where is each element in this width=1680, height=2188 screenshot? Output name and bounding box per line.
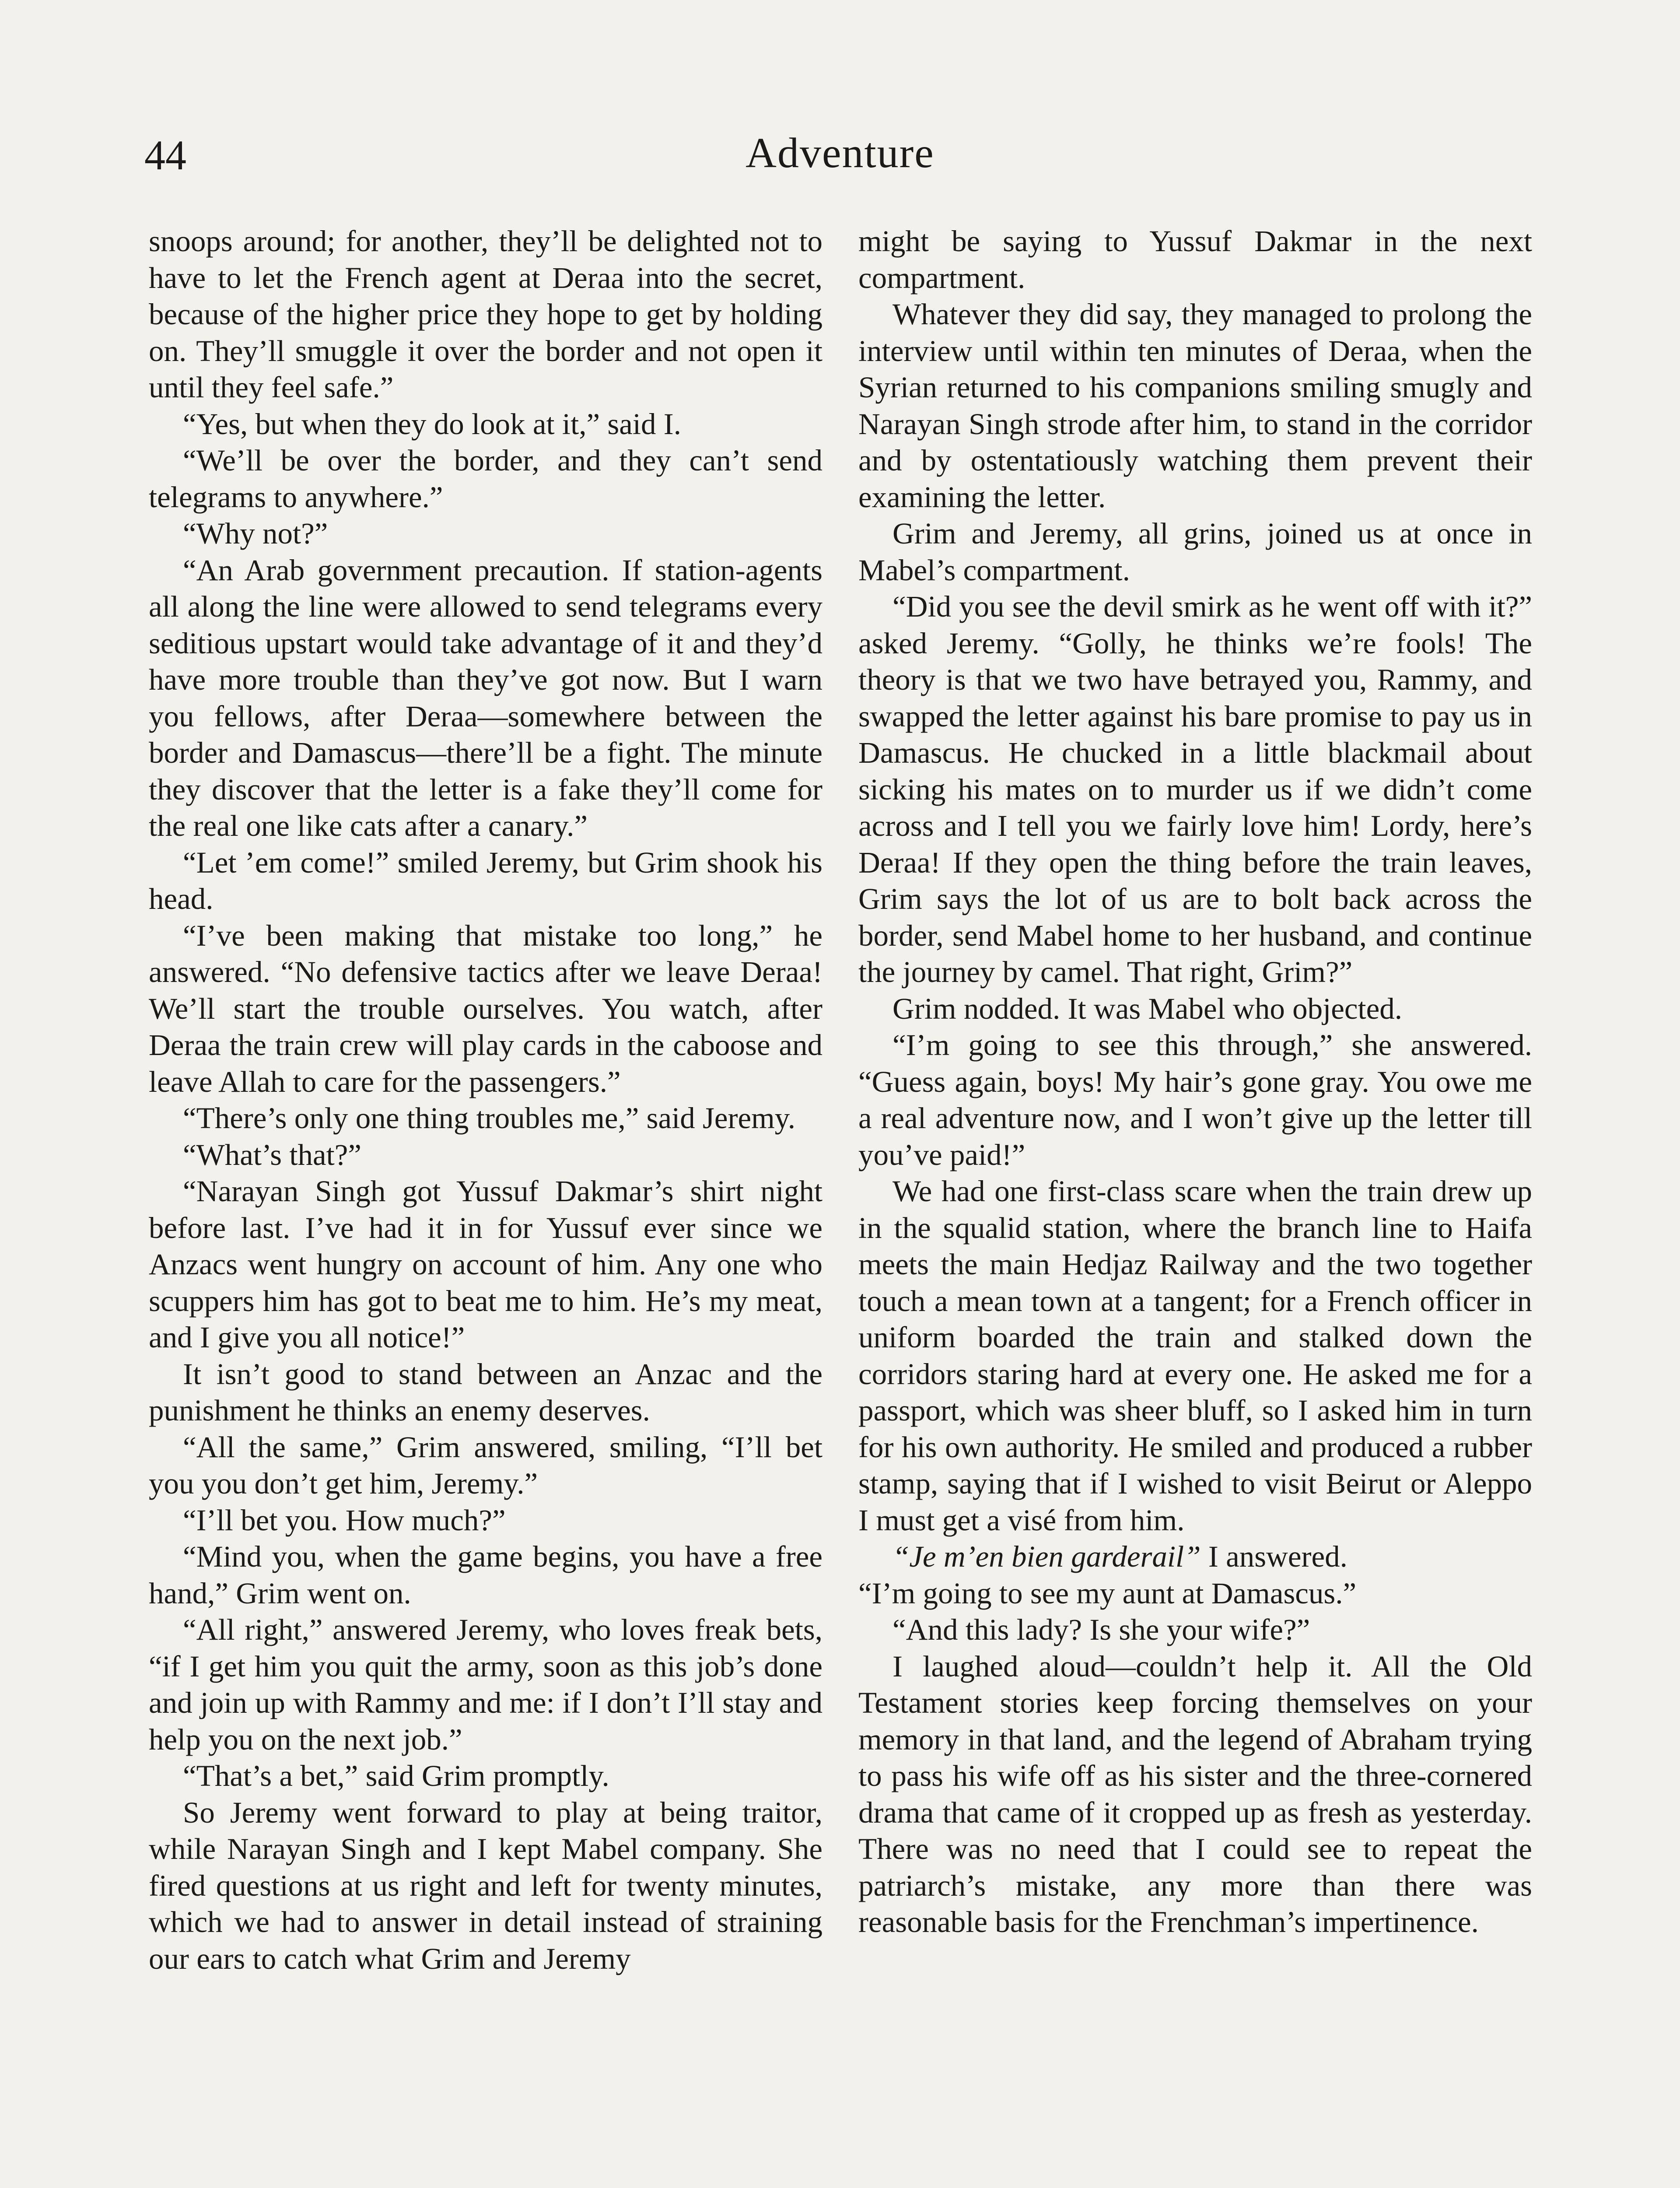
paragraph: “Narayan Singh got Yussuf Dakmar’s shirt night before last. I’ve had it in for Yussuf ever since we Anzacs went hungry on account of him. Any one who scuppers him has got to beat me to him. He’s my meat, and I give you all notice!” (149, 1175, 822, 1354)
paragraph: “I’m going to see this through,” she answered. “Guess again, boys! My hair’s gone gray. You owe me a real adventure now, and I won’t give up the letter till you’ve paid!” (858, 1028, 1532, 1171)
paragraph: “There’s only one thing troubles me,” said Jeremy. (183, 1101, 796, 1135)
paragraph (858, 1539, 1532, 1575)
paragraph: “What’s that?” (183, 1138, 362, 1171)
paragraph: It isn’t good to stand between an Anzac and the punishment he thinks an enemy deserves. (149, 1357, 822, 1427)
french-phrase: “Je m’en bien garderail” (892, 1540, 1201, 1573)
paragraph: “Yes, but when they do look at it,” said I. (183, 407, 682, 441)
running-title: Adventure (746, 130, 934, 177)
page-header (0, 0, 1680, 206)
paragraph: I laughed aloud—couldn’t help it. All the Old Testament stories keep forcing themselves on your memory in that land, and the legend of Abraham trying to pass his wife off as his sister and the three-cornered drama that came of it cropped up as fresh as yesterday. There was no need that I could see to repeat the patriarch’s mistake, any more than there was reasonable basis for the Frenchman’s impertinence. (858, 1649, 1532, 1939)
paragraph: “And this lady? Is she your wife?” (892, 1613, 1310, 1646)
paragraph: “I’ve been making that mistake too long,” he answered. “No defensive tactics after we leave Deraa! We’ll start the trouble ourselves. You watch, after Deraa the train crew will play cards in the caboose and leave Allah to care for the passengers.” (149, 919, 822, 1098)
french-reply-rest: I answered. (1200, 1540, 1348, 1573)
paragraph: “Mind you, when the game begins, you have a free hand,” Grim went on. (149, 1540, 822, 1610)
paragraph: Grim nodded. It was Mabel who objected. (892, 992, 1403, 1025)
paragraph: “Let ’em come!” smiled Jeremy, but Grim shook his head. (149, 845, 822, 915)
paragraph: “We’ll be over the border, and they can’t send telegrams to anywhere.” (149, 444, 822, 514)
paragraph: So Jeremy went forward to play at being traitor, while Narayan Singh and I kept Mabel company. She fired questions at us right and left for twenty minutes, which we had to answer in detail instead of straining our ears to catch what Grim and Jeremy (149, 1795, 822, 1975)
paragraph: “All right,” answered Jeremy, who loves freak bets, “if I get him you quit the army, soon as this job’s done and join up with Rammy and me: if I don’t I’ll stay and help you on the next job.” (149, 1613, 822, 1756)
page-number: 44 (144, 132, 186, 179)
paragraph: might be saying to Yussuf Dakmar in the next compartment. (858, 224, 1532, 295)
paragraph: We had one first-class scare when the train drew up in the squalid station, where the branch line to Haifa meets the main Hedjaz Railway and the two together touch a mean town at a tangent; for a French officer in uniform boarded the train and stalked down the corridors staring hard at every one. He asked me for a passport, which was sheer bluff, so I asked him in turn for his own authority. He smiled and produced a rubber stamp, saying that if I wished to visit Beirut or Aleppo I must get a visé from him. (858, 1175, 1532, 1537)
left-column (149, 223, 822, 1977)
paragraph: “Why not?” (183, 517, 328, 550)
paragraph: Grim and Jeremy, all grins, joined us at once in Mabel’s compartment. (858, 517, 1532, 587)
paragraph: Whatever they did say, they managed to prolong the interview until within ten minutes of Deraa, when the Syrian returned to his companions smiling smugly and Narayan Singh strode after him, to stand in the corridor and by ostentatiously watching them prevent their examining the letter. (858, 298, 1532, 514)
paragraph: “An Arab government precaution. If station-agents all along the line were allowed to send telegrams every seditious upstart would take advantage of it and they’d have more trouble than they’ve got now. But I warn you fellows, after Deraa—somewhere between the border and Damascus—there’ll be a fight. The minute they discover that the letter is a fake they’ll come for the real one like cats after a canary.” (149, 553, 822, 842)
paragraph: “All the same,” Grim answered, smiling, “I’ll bet you you don’t get him, Jeremy.” (149, 1430, 822, 1500)
paragraph: “That’s a bet,” said Grim promptly. (183, 1759, 609, 1792)
right-column (858, 223, 1532, 1941)
paragraph: “I’m going to see my aunt at Damascus.” (858, 1576, 1357, 1610)
paragraph: “I’ll bet you. How much?” (183, 1503, 506, 1537)
paragraph: snoops around; for another, they’ll be delighted not to have to let the French agent at Deraa into the secret, because of the higher price they hope to get by holding on. They’ll smuggle it over the border and not open it until they feel safe.” (149, 224, 822, 404)
paragraph: “Did you see the devil smirk as he went off with it?” asked Jeremy. “Golly, he thinks we’re fools! The theory is that we two have betrayed you, Rammy, and swapped the letter against his bare promise to pay us in Damascus. He chucked in a little blackmail about sicking his mates on to murder us if we didn’t come across and I tell you we fairly love him! Lordy, here’s Deraa! If they open the thing before the train leaves, Grim says the lot of us are to bolt back across the border, send Mabel home to her husband, and continue the journey by camel. That right, Grim?” (858, 590, 1532, 989)
